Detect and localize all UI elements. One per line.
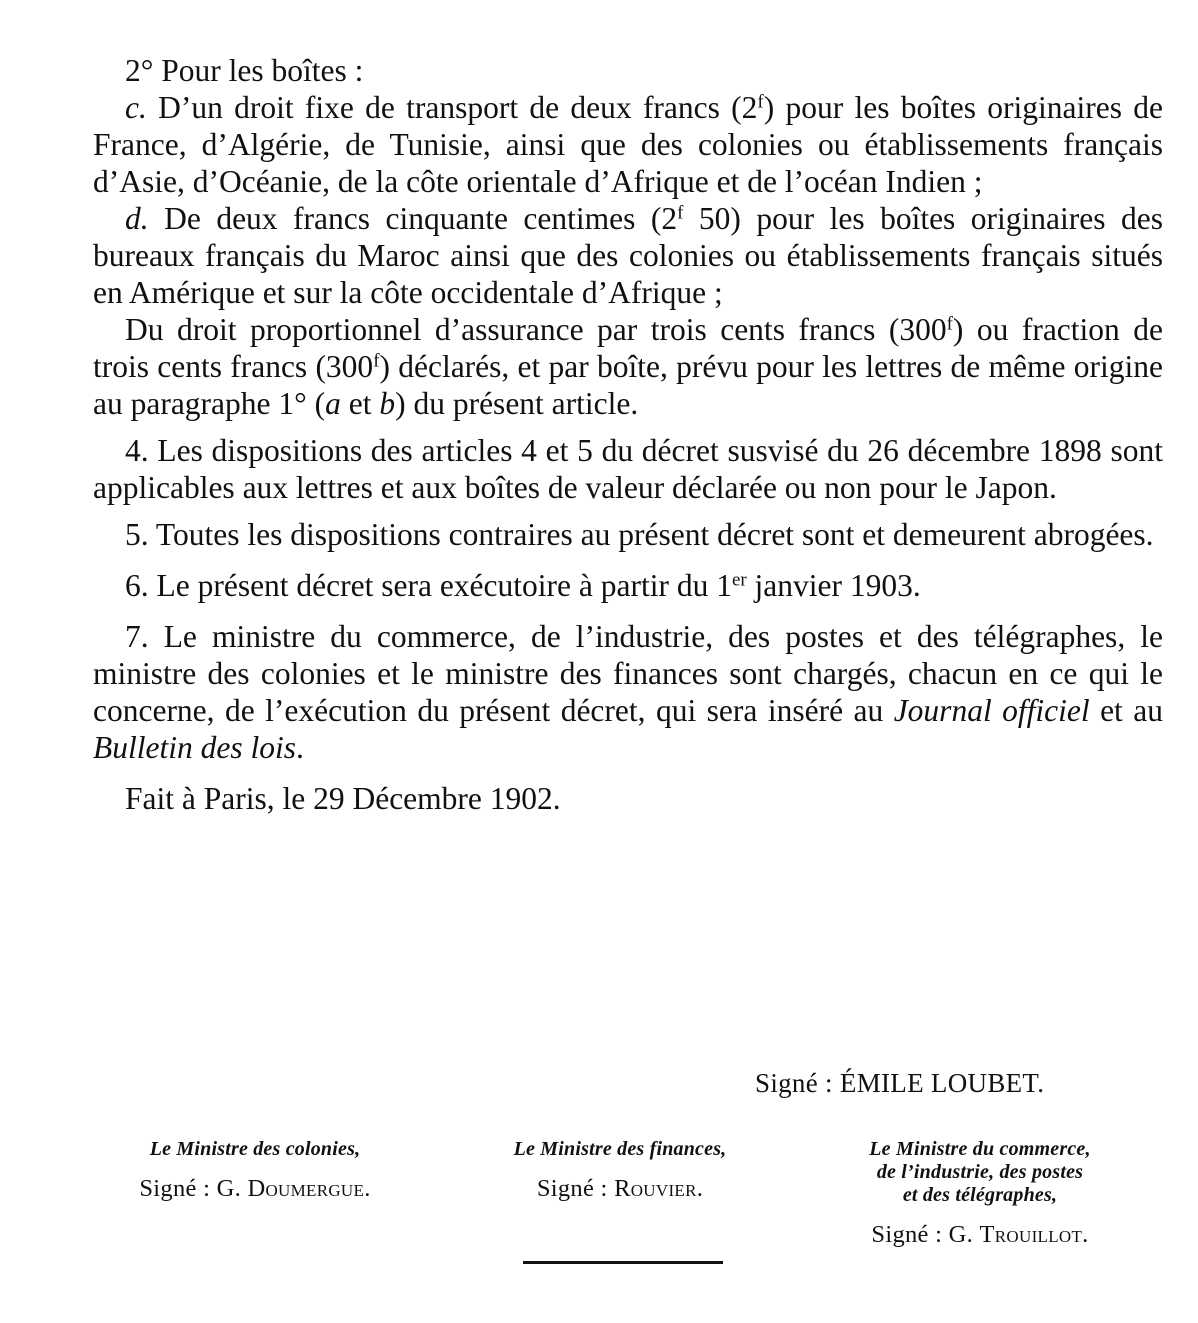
ordinal-superscript: er	[731, 569, 747, 591]
commerce-minister-title-2: de l’industrie, des postes	[876, 1161, 1084, 1183]
article-4-text: 4. Les dispositions des articles 4 et 5 du décret susvisé du 26 décembre 1898 sont applicables aux lettres et aux boîtes de valeur déclarée ou non pour le Japon.	[93, 433, 1163, 505]
article-6-text-1: 6. Le présent décret sera exécutoire à partir du 1	[125, 568, 732, 603]
article-5	[93, 516, 1163, 553]
article-7-text-2: et au	[1089, 693, 1164, 728]
commerce-surname: Trouillot.	[979, 1221, 1089, 1248]
paragraph-d-text-2: 50) pour les boîtes originaires des bureaux français du Maroc ainsi que des colonies ou établissements français situés en Amérique et sur la côte occidentale d’Afrique ;	[93, 201, 1163, 310]
paragraph-c-text-2: ) pour les boîtes originaires de France, d’Algérie, de Tunisie, ainsi que des colonies ou établissements français d’Asie, d’Océanie, de la côte orientale d’Afrique et de l’océan Indien ;	[93, 90, 1164, 199]
insurance-text-et: et	[340, 386, 380, 421]
boxes-heading-text: 2° Pour les boîtes :	[125, 53, 364, 88]
signature-colonies	[100, 1138, 410, 1203]
colonies-minister-name	[100, 1175, 410, 1203]
commerce-minister-name	[830, 1221, 1130, 1249]
president-signature: Signé : ÉMILE LOUBET.	[755, 1068, 1045, 1098]
colonies-surname: Doumergue.	[247, 1175, 371, 1202]
paragraph-insurance	[93, 311, 1163, 422]
commerce-minister-title-1: Le Ministre du commerce,	[869, 1138, 1091, 1160]
journal-officiel-title: Journal officiel	[893, 693, 1090, 728]
article-5-text: 5. Toutes les dispositions contraires au présent décret sont et demeurent abrogées.	[125, 517, 1154, 552]
finances-surname: Rouvier.	[614, 1175, 704, 1202]
finances-signe: Signé :	[536, 1175, 615, 1202]
insurance-text-2: ) ou fraction de trois cents francs (300	[93, 312, 1163, 384]
paragraph-c	[93, 89, 1163, 200]
colonies-minister-title: Le Ministre des colonies,	[149, 1138, 361, 1160]
insurance-text-1: Du droit proportionnel d’assurance par trois cents francs (300	[125, 312, 947, 347]
item-label-c: c.	[125, 90, 147, 125]
franc-superscript: f	[373, 350, 380, 372]
article-7-text-1: 7. Le ministre du commerce, de l’industrie, des postes et des télégraphes, le ministre des colonies et le ministre des finances sont chargés, chacun en ce qui le concerne, de l’exécution du présent décret, qui sera inséré au	[93, 619, 1163, 728]
place-date	[93, 780, 1163, 817]
paragraph-boxes-heading	[93, 52, 1163, 89]
closing-rule	[523, 1261, 723, 1264]
finances-minister-title: Le Ministre des finances,	[513, 1138, 727, 1160]
commerce-minister-title-3: et des télégraphes,	[902, 1184, 1058, 1206]
signature-finances	[470, 1138, 770, 1203]
paragraph-d	[93, 200, 1163, 311]
franc-superscript: f	[677, 202, 684, 224]
franc-superscript: f	[757, 91, 764, 113]
insurance-text-3: ) déclarés, et par boîte, prévu pour les lettres de même origine au paragraphe 1° (	[93, 349, 1163, 421]
paragraph-d-text-1: De deux francs cinquante centimes (2	[148, 201, 678, 236]
paragraph-c-text-1: D’un droit fixe de transport de deux francs (2	[146, 90, 758, 125]
article-6	[93, 567, 1163, 604]
article-7	[93, 618, 1163, 766]
insurance-text-4: ) du présent article.	[395, 386, 639, 421]
signature-commerce	[830, 1138, 1130, 1249]
article-7-text-3: .	[295, 730, 304, 765]
article-6-text-2: janvier 1903.	[746, 568, 921, 603]
item-label-d: d.	[125, 201, 149, 236]
item-ref-a: a	[325, 386, 341, 421]
bulletin-des-lois-title: Bulletin des lois	[93, 730, 296, 765]
article-4	[93, 432, 1163, 506]
colonies-signe: Signé : G.	[139, 1175, 248, 1202]
franc-superscript: f	[946, 313, 953, 335]
commerce-signe: Signé : G.	[871, 1221, 980, 1248]
item-ref-b: b	[379, 386, 396, 421]
finances-minister-name	[470, 1175, 770, 1203]
place-date-text: Fait à Paris, le 29 Décembre 1902.	[125, 781, 561, 816]
decree-text	[93, 52, 1163, 817]
